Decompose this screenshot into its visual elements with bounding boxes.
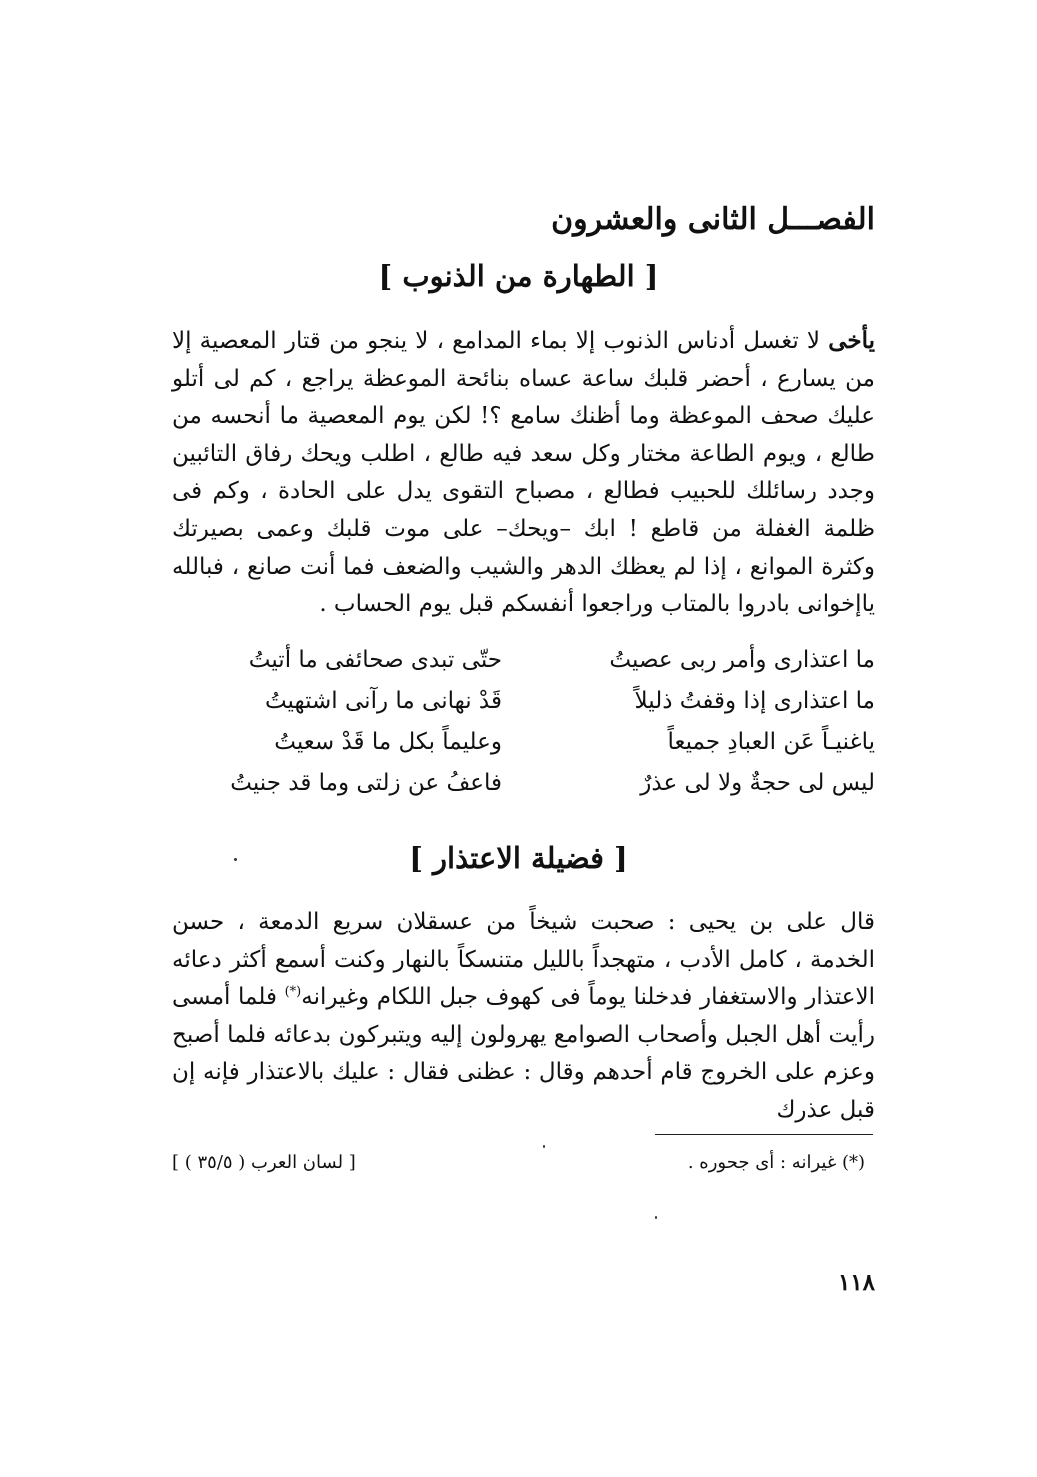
page-number: ١١٨ bbox=[837, 1269, 875, 1296]
poem-second-hemistich: وعليماً بكل ما قَدْ سعيتُ bbox=[274, 729, 502, 755]
footnote-source: [ لسان العرب ( ٣٥/٥ ) ] bbox=[172, 1152, 356, 1173]
ink-speck bbox=[543, 1145, 545, 1148]
paragraph-body: قال على بن يحيى : صحبت شيخاً من عسقلان سريع الدمعة ، حسن الخدمة ، كامل الأدب ، متهجداً بالليل متنسكاً بالنهار وكنت أسمع أكثر دعائه الاعتذار والاستغفار فدخلنا يوماً فى كهوف جبل اللكام وغيرانه bbox=[172, 909, 875, 1011]
section-heading-purification: [ الطهارة من الذنوب ] bbox=[378, 259, 659, 293]
poem-first-hemistich: ياغنيـاً عَن العبادِ جميعاً bbox=[667, 729, 875, 755]
poem-second-hemistich: قَدْ نهانى ما رآنى اشتهيتُ bbox=[264, 688, 502, 714]
paragraph-purification bbox=[172, 322, 875, 624]
paragraph-body: لا تغسل أدناس الذنوب إلا بماء المدامع ، لا ينجو من قتار المعصية إلا من يسارع ، أحضر قلبك ساعة عساه بنائحة الموعظة يراجع ، كم لى أتلو عليك صحف الموعظة وما أظنك سامع ؟! لكن يوم المعصية ما أنحسه من طالع ، ويوم الطاعة مختار وكل سعد فيه طالع ، اطلب ويحك رفاق التائبين وجدد رسائلك للحبيب فطالع ، مصباح التقوى يدل على الحادة ، وكم فى ظلمة الغفلة من قاطع ! ابك –ويحك– على موت قلبك وعمى بصيرتك وكثرة الموانع ، إذا لم يعظك الدهر والشيب والضعف فما أنت صانع ، فبالله ياإخوانى بادروا بالمتاب وراجعوا أنفسكم قبل يوم الحساب . bbox=[172, 328, 875, 618]
ink-speck bbox=[234, 858, 237, 861]
poem-verse bbox=[172, 640, 875, 681]
poem-first-hemistich: ما اعتذارى وأمر ربى عصيتُ bbox=[609, 647, 875, 673]
poem-second-hemistich: فاعفُ عن زلتى وما قد جنيتُ bbox=[230, 770, 502, 796]
poem-verse bbox=[172, 681, 875, 722]
poem bbox=[172, 640, 875, 804]
ink-speck bbox=[655, 1216, 657, 1219]
poem-first-hemistich: ليس لى حجةٌ ولا لى عذرٌ bbox=[640, 770, 875, 796]
poem-second-hemistich: حتّى تبدى صحائفى ما أتيتُ bbox=[248, 647, 502, 673]
section-heading-apology: [ فضيلة الاعتذار ] bbox=[409, 841, 628, 875]
poem-first-hemistich: ما اعتذارى إذا وقفتُ ذليلاً bbox=[634, 688, 875, 714]
footnote-divider bbox=[655, 1134, 873, 1135]
paragraph-body-continued: فلما أمسى رأيت أهل الجبل وأصحاب الصوامع يهرولون إليه ويتبركون بدعائه فلما أصبح وعزم على الخروج قام أحدهم وقال : عظنى فقال : عليك بالاعتذار فإنه إن قبل عذرك bbox=[172, 984, 875, 1123]
chapter-title: الفصـــل الثانى والعشرون bbox=[551, 202, 875, 237]
paragraph-apology bbox=[172, 904, 875, 1130]
paragraph-lead-word: يأخى bbox=[828, 327, 875, 354]
poem-verse bbox=[172, 763, 875, 804]
footnote-marker: (*) bbox=[284, 984, 302, 1000]
footnote-text: (*) غيرانه : أى جحوره . bbox=[687, 1152, 865, 1173]
poem-verse bbox=[172, 722, 875, 763]
